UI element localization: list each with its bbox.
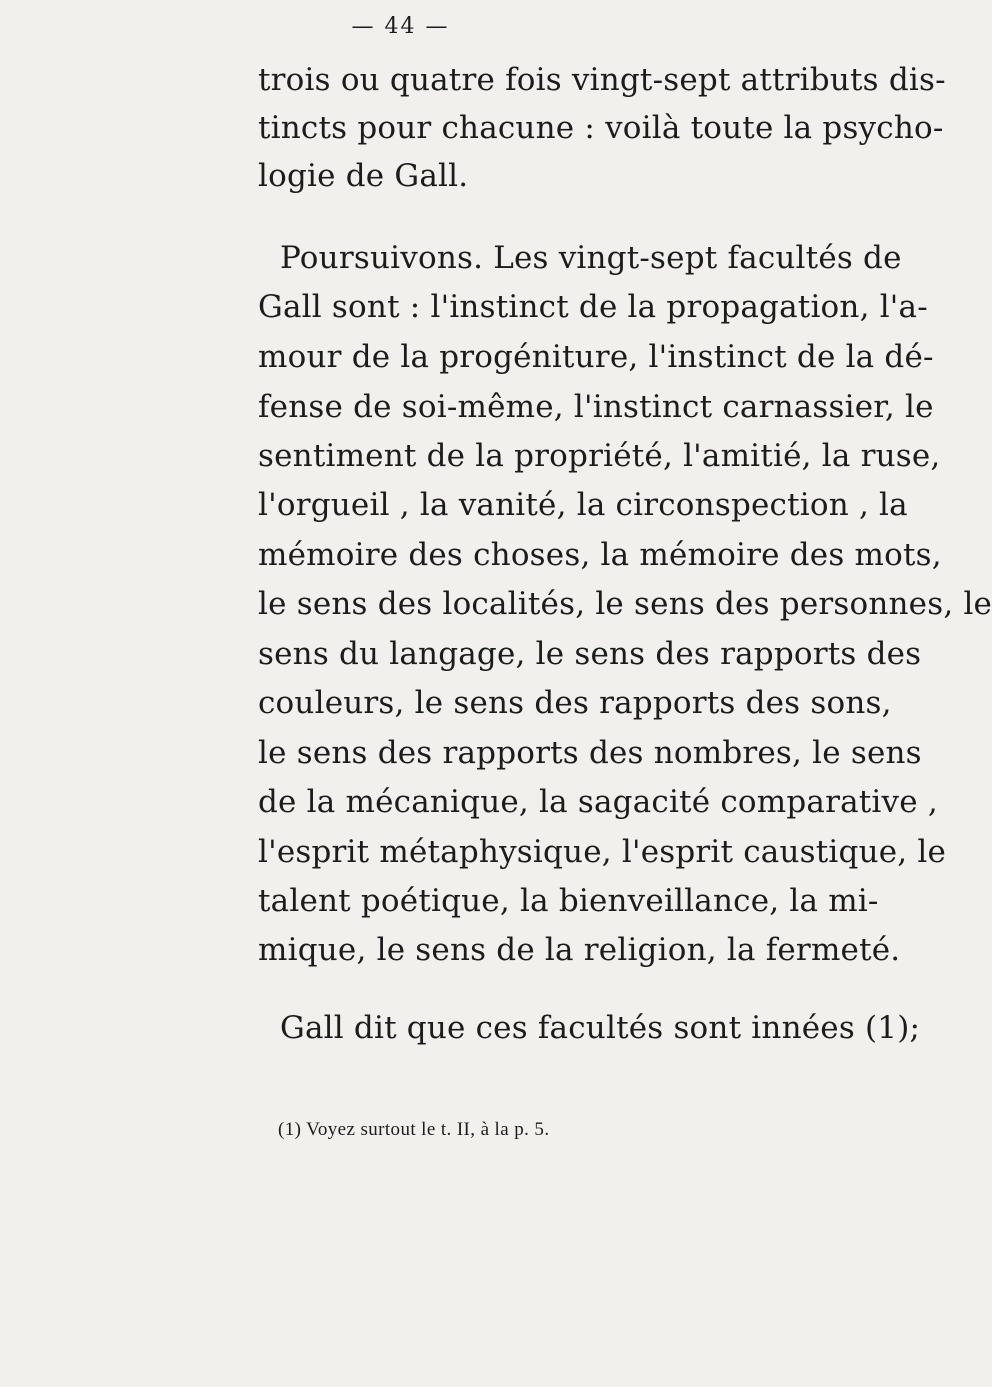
text-line: tincts pour chacune : voilà toute la psycho- (258, 110, 944, 146)
text-line: l'orgueil , la vanité, la circonspection , la (258, 487, 908, 523)
paragraph-start-line: Gall dit que ces facultés sont innées (1); (280, 1010, 921, 1046)
text-line: mour de la progéniture, l'instinct de la dé- (258, 339, 934, 375)
text-line: logie de Gall. (258, 158, 469, 194)
text-line: sentiment de la propriété, l'amitié, la ruse, (258, 438, 941, 474)
text-line: mique, le sens de la religion, la fermeté. (258, 932, 901, 968)
text-line: le sens des rapports des nombres, le sens (258, 735, 922, 771)
page-number: — 44 — (351, 14, 450, 39)
text-line: de la mécanique, la sagacité comparative , (258, 784, 938, 820)
text-line: Gall sont : l'instinct de la propagation, l'a- (258, 289, 928, 325)
text-line: fense de soi-même, l'instinct carnassier, le (258, 389, 934, 425)
text-line: mémoire des choses, la mémoire des mots, (258, 537, 942, 573)
text-line: talent poétique, la bienveillance, la mi- (258, 883, 879, 919)
paragraph-start-line: Poursuivons. Les vingt-sept facultés de (280, 240, 902, 276)
text-line: l'esprit métaphysique, l'esprit caustique, le (258, 834, 947, 870)
footnote: (1) Voyez surtout le t. II, à la p. 5. (278, 1119, 550, 1140)
text-line: couleurs, le sens des rapports des sons, (258, 685, 892, 721)
text-line: sens du langage, le sens des rapports des (258, 636, 922, 672)
text-line: trois ou quatre fois vingt-sept attributs dis- (258, 62, 946, 98)
text-line: le sens des localités, le sens des personnes, le (258, 586, 992, 622)
